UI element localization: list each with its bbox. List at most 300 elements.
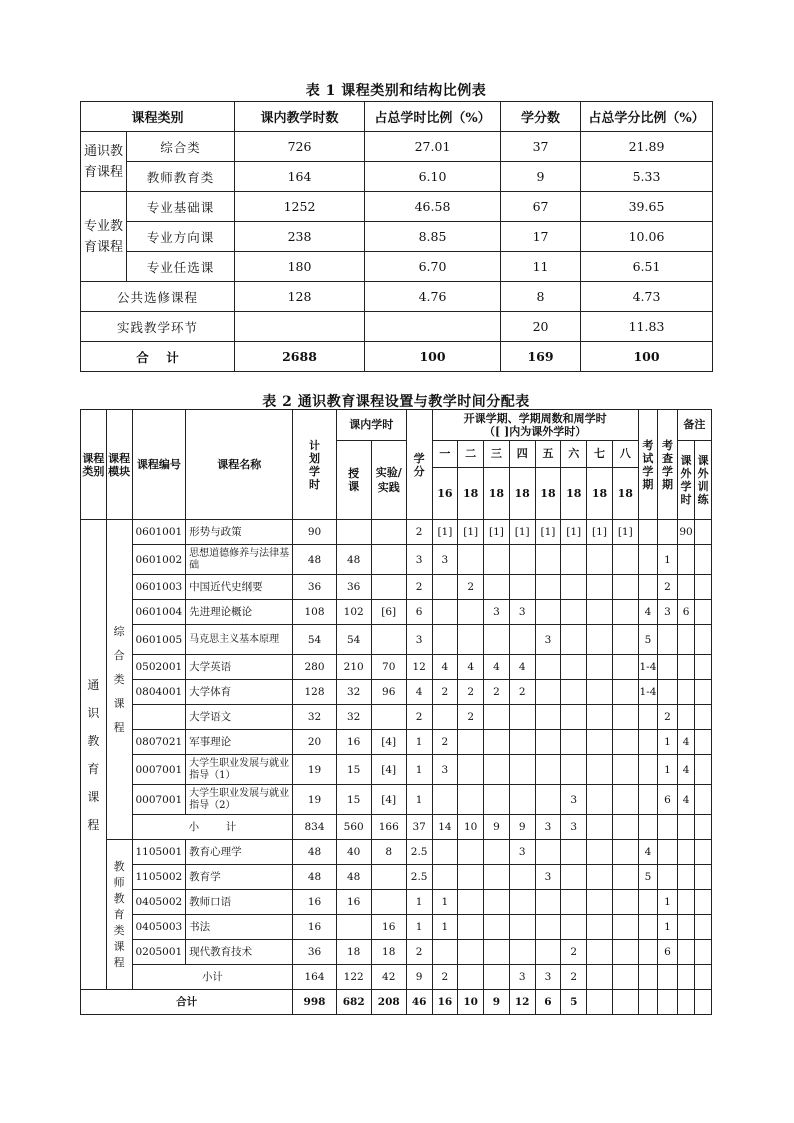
cell-code: 0601005 (132, 625, 186, 655)
cell-semester: 3 (535, 865, 561, 890)
cell-code: 1105001 (132, 840, 186, 865)
cell-semester (509, 785, 535, 815)
cell-planned: 16 (293, 915, 336, 940)
cell-extra-training (695, 655, 712, 680)
cell-credit: 2 (406, 705, 432, 730)
header-weeks: 18 (612, 468, 638, 520)
cell-semester: 2 (458, 575, 484, 600)
cell-semester (484, 840, 510, 865)
cell-semester (509, 915, 535, 940)
cell-semester (612, 705, 638, 730)
cell-semester (535, 655, 561, 680)
header-code: 课程编号 (132, 410, 186, 520)
cell-credits: 9 (501, 162, 581, 192)
row-label: 综合类 (127, 132, 235, 162)
cell-semester (612, 940, 638, 965)
cell-extra-hours (677, 965, 695, 990)
table-row (81, 282, 713, 312)
cell-semester (612, 965, 638, 990)
header-weeks: 18 (561, 468, 587, 520)
cell-extra-training (695, 545, 712, 575)
header-name: 课程名称 (186, 410, 293, 520)
cell-extra-training (695, 520, 712, 545)
cell-semester (561, 705, 587, 730)
cell-semester: 3 (432, 545, 458, 575)
header-weeks: 16 (432, 468, 458, 520)
cell-semester (458, 940, 484, 965)
cell-extra-hours: 90 (677, 520, 695, 545)
cell-lab (371, 520, 406, 545)
header-semester: 三 (484, 441, 510, 468)
cell-lecture: 15 (336, 785, 371, 815)
cell-course-name: 大学生职业发展与就业指导（2） (186, 785, 293, 815)
cell-semester: 2 (561, 965, 587, 990)
cell-extra-training (695, 865, 712, 890)
cell-semester (535, 890, 561, 915)
cell-semester: 2 (509, 680, 535, 705)
cell-hours: 180 (235, 252, 365, 282)
cell-semester: 16 (432, 990, 458, 1015)
cell-extra-hours (677, 705, 695, 730)
table1-header-row (81, 102, 713, 132)
cell-semester: [1] (535, 520, 561, 545)
cell-semester (432, 840, 458, 865)
row-label: 专业任选课 (127, 252, 235, 282)
cell-semester: 5 (561, 990, 587, 1015)
cell-semester: [1] (432, 520, 458, 545)
cell-semester (484, 785, 510, 815)
cell-credit: 4 (406, 680, 432, 705)
table-row (81, 915, 712, 940)
cell-semester (458, 890, 484, 915)
semester-title: 开课学期、学期周数和周学时 (463, 412, 607, 425)
cell-credit: 1 (406, 890, 432, 915)
cell-planned: 998 (293, 990, 336, 1015)
cell-extra-hours (677, 655, 695, 680)
cell-check: 1 (658, 730, 678, 755)
table-row (81, 132, 713, 162)
cell-exam (638, 990, 658, 1015)
row-label: 实践教学环节 (81, 312, 235, 342)
cell-hours (235, 312, 365, 342)
cell-credits: 67 (501, 192, 581, 222)
cell-semester: 4 (484, 655, 510, 680)
cell-check (658, 680, 678, 705)
table-row (81, 755, 712, 785)
table-row (81, 840, 712, 865)
cell-credits: 17 (501, 222, 581, 252)
cell-extra-hours (677, 815, 695, 840)
cell-planned: 48 (293, 865, 336, 890)
cell-exam: 5 (638, 625, 658, 655)
cell-course-name: 大学体育 (186, 680, 293, 705)
cell-semester (535, 545, 561, 575)
cell-extra-training (695, 890, 712, 915)
cell-credits-pct: 6.51 (581, 252, 713, 282)
cell-code: 0807021 (132, 730, 186, 755)
cell-semester: 14 (432, 815, 458, 840)
cell-semester (612, 865, 638, 890)
table-row (81, 252, 713, 282)
cell-semester (612, 680, 638, 705)
cell-lecture: 54 (336, 625, 371, 655)
cell-check (658, 865, 678, 890)
cell-semester (587, 990, 613, 1015)
cell-code: 0007001 (132, 755, 186, 785)
cell-exam: 1-4 (638, 680, 658, 705)
cell-semester (561, 600, 587, 625)
cell-check: 6 (658, 785, 678, 815)
total-row (81, 342, 713, 372)
cell-check (658, 990, 678, 1015)
cell-semester (509, 545, 535, 575)
cell-semester (535, 575, 561, 600)
cell-extra-training (695, 785, 712, 815)
header-weeks: 18 (535, 468, 561, 520)
cell-planned: 164 (293, 965, 336, 990)
cell-planned: 36 (293, 940, 336, 965)
cell-lab: [4] (371, 730, 406, 755)
cell-semester (484, 965, 510, 990)
header-weeks: 18 (509, 468, 535, 520)
cell-exam (638, 730, 658, 755)
cell-check (658, 625, 678, 655)
header-lab: 实验/实践 (371, 441, 406, 520)
cell-extra-training (695, 990, 712, 1015)
cell-lab: [6] (371, 600, 406, 625)
cell-code: 0601001 (132, 520, 186, 545)
table-row (81, 545, 712, 575)
cell-semester (458, 915, 484, 940)
cell-course-name: 大学生职业发展与就业指导（1） (186, 755, 293, 785)
cell-semester (535, 600, 561, 625)
cell-lecture: 16 (336, 730, 371, 755)
header-hours: 课内教学时数 (235, 102, 365, 132)
cell-planned: 48 (293, 545, 336, 575)
cell-semester (484, 755, 510, 785)
cell-extra-training (695, 680, 712, 705)
cell-extra-training (695, 600, 712, 625)
cell-semester: 3 (535, 625, 561, 655)
cell-credit: 1 (406, 915, 432, 940)
table-row (81, 625, 712, 655)
subtotal-row (81, 815, 712, 840)
cell-semester (484, 915, 510, 940)
cell-exam: 5 (638, 865, 658, 890)
cell-exam (638, 915, 658, 940)
cell-semester (612, 545, 638, 575)
cell-hours-pct: 8.85 (365, 222, 501, 252)
table-row (81, 730, 712, 755)
cell-lab: [4] (371, 755, 406, 785)
cell-exam: 1-4 (638, 655, 658, 680)
cell-lecture: 16 (336, 890, 371, 915)
cell-hours-pct: 6.70 (365, 252, 501, 282)
cell-lab (371, 705, 406, 730)
cell-credit: 2 (406, 575, 432, 600)
cell-extra-training (695, 730, 712, 755)
cell-lab (371, 545, 406, 575)
cell-semester (509, 755, 535, 785)
table2-title: 表 2 通识教育课程设置与教学时间分配表 (262, 394, 530, 410)
cell-extra-training (695, 840, 712, 865)
cell-course-name: 教师口语 (186, 890, 293, 915)
cell-semester: 3 (561, 815, 587, 840)
cell-semester: [1] (612, 520, 638, 545)
cell-semester (535, 915, 561, 940)
header-credits: 学分数 (501, 102, 581, 132)
cell-extra-hours (677, 625, 695, 655)
cell-code: 0405003 (132, 915, 186, 940)
cell-semester (458, 625, 484, 655)
row-label: 教师教育类 (127, 162, 235, 192)
cell-extra-training (695, 625, 712, 655)
total-row (81, 990, 712, 1015)
cell-semester (612, 915, 638, 940)
cell-exam (638, 940, 658, 965)
cell-course-name: 教育心理学 (186, 840, 293, 865)
cell-semester (458, 730, 484, 755)
cell-semester: 9 (509, 815, 535, 840)
cell-semester (561, 915, 587, 940)
cell-semester (561, 625, 587, 655)
cell-semester (535, 940, 561, 965)
category-general-education: 通识教育课程 (81, 520, 107, 990)
cell-course-name: 形势与政策 (186, 520, 293, 545)
cell-semester: [1] (509, 520, 535, 545)
header-semesters (432, 410, 638, 441)
cell-course-name: 先进理论概论 (186, 600, 293, 625)
cell-planned: 90 (293, 520, 336, 545)
cell-semester (587, 705, 613, 730)
cell-credits: 37 (501, 132, 581, 162)
cell-planned: 36 (293, 575, 336, 600)
table-row (81, 655, 712, 680)
table-row (81, 940, 712, 965)
cell-semester (509, 890, 535, 915)
cell-semester (458, 840, 484, 865)
cell-hours-pct: 27.01 (365, 132, 501, 162)
cell-semester: 2 (484, 680, 510, 705)
cell-planned: 16 (293, 890, 336, 915)
cell-semester: 3 (484, 600, 510, 625)
cell-semester (458, 755, 484, 785)
cell-exam (638, 965, 658, 990)
cell-planned: 128 (293, 680, 336, 705)
cell-semester: 1 (432, 915, 458, 940)
cell-extra-hours (677, 840, 695, 865)
cell-lab: [4] (371, 785, 406, 815)
cell-semester: 3 (432, 755, 458, 785)
header-planned: 计划学时 (293, 410, 336, 520)
cell-semester: 9 (484, 990, 510, 1015)
cell-extra-training (695, 915, 712, 940)
cell-code: 0601003 (132, 575, 186, 600)
cell-extra-hours (677, 575, 695, 600)
cell-credit: 2.5 (406, 865, 432, 890)
header-lecture: 授课 (336, 441, 371, 520)
cell-semester (561, 545, 587, 575)
cell-check: 3 (658, 600, 678, 625)
cell-planned: 19 (293, 785, 336, 815)
cell-extra-hours (677, 990, 695, 1015)
header-category: 课程类别 (81, 410, 107, 520)
cell-lecture: 32 (336, 705, 371, 730)
cell-exam (638, 545, 658, 575)
cell-semester (561, 730, 587, 755)
cell-code: 0007001 (132, 785, 186, 815)
subtotal-label: 小计 (132, 965, 293, 990)
cell-credit: 37 (406, 815, 432, 840)
cell-semester (587, 625, 613, 655)
table-row (81, 890, 712, 915)
cell-lecture: 48 (336, 865, 371, 890)
cell-semester (509, 940, 535, 965)
cell-planned: 20 (293, 730, 336, 755)
cell-semester (561, 755, 587, 785)
module-general: 综合类课程 (106, 520, 132, 840)
cell-semester (535, 755, 561, 785)
cell-semester (432, 575, 458, 600)
cell-credits-pct: 21.89 (581, 132, 713, 162)
cell-semester: [1] (484, 520, 510, 545)
cell-semester (587, 915, 613, 940)
cell-semester: 10 (458, 815, 484, 840)
cell-semester (612, 815, 638, 840)
cell-credits: 169 (501, 342, 581, 372)
cell-check: 6 (658, 940, 678, 965)
cell-semester (458, 600, 484, 625)
cell-exam (638, 815, 658, 840)
cell-course-name: 军事理论 (186, 730, 293, 755)
cell-semester (587, 940, 613, 965)
cell-planned: 54 (293, 625, 336, 655)
table-row (81, 520, 712, 545)
cell-semester (587, 545, 613, 575)
table-row (81, 785, 712, 815)
cell-course-name: 书法 (186, 915, 293, 940)
cell-semester (587, 890, 613, 915)
cell-semester (612, 655, 638, 680)
cell-credits: 8 (501, 282, 581, 312)
cell-semester (509, 705, 535, 730)
cell-lab: 18 (371, 940, 406, 965)
cell-semester: 3 (561, 785, 587, 815)
cell-code (132, 705, 186, 730)
cell-semester (612, 840, 638, 865)
cell-hours-pct: 4.76 (365, 282, 501, 312)
cell-semester (561, 655, 587, 680)
cell-credit: 3 (406, 625, 432, 655)
cell-check (658, 655, 678, 680)
cell-lecture: 122 (336, 965, 371, 990)
cell-hours-pct: 46.58 (365, 192, 501, 222)
cell-planned: 32 (293, 705, 336, 730)
cell-credits-pct: 100 (581, 342, 713, 372)
cell-check (658, 815, 678, 840)
cell-extra-hours (677, 680, 695, 705)
header-extra-training: 课外训练 (695, 441, 712, 520)
cell-semester: 3 (509, 600, 535, 625)
cell-credits: 20 (501, 312, 581, 342)
cell-extra-hours (677, 865, 695, 890)
cell-semester (612, 890, 638, 915)
cell-course-name: 现代教育技术 (186, 940, 293, 965)
cell-check: 1 (658, 915, 678, 940)
cell-hours: 2688 (235, 342, 365, 372)
header-notes: 备注 (677, 410, 711, 441)
header-weeks: 18 (458, 468, 484, 520)
cell-semester: 9 (484, 815, 510, 840)
cell-semester (432, 600, 458, 625)
cell-semester: 3 (535, 965, 561, 990)
cell-credits-pct: 11.83 (581, 312, 713, 342)
cell-semester: [1] (561, 520, 587, 545)
table-row (81, 705, 712, 730)
cell-semester (432, 785, 458, 815)
cell-extra-hours (677, 545, 695, 575)
cell-credit: 1 (406, 730, 432, 755)
cell-semester: 2 (432, 680, 458, 705)
cell-semester: 2 (432, 965, 458, 990)
cell-code: 0601002 (132, 545, 186, 575)
cell-semester (484, 625, 510, 655)
cell-semester (587, 865, 613, 890)
cell-credit: 1 (406, 785, 432, 815)
cell-lab: 16 (371, 915, 406, 940)
cell-semester (587, 840, 613, 865)
cell-planned: 48 (293, 840, 336, 865)
cell-code: 0405002 (132, 890, 186, 915)
cell-semester (587, 600, 613, 625)
cell-semester: [1] (587, 520, 613, 545)
cell-semester: [1] (458, 520, 484, 545)
cell-credit: 12 (406, 655, 432, 680)
cell-exam (638, 755, 658, 785)
cell-extra-hours (677, 915, 695, 940)
cell-extra-hours (677, 890, 695, 915)
cell-lab: 166 (371, 815, 406, 840)
cell-semester (587, 575, 613, 600)
cell-lecture: 682 (336, 990, 371, 1015)
table-row (81, 222, 713, 252)
header-module: 课程模块 (106, 410, 132, 520)
cell-exam (638, 575, 658, 600)
cell-check: 1 (658, 755, 678, 785)
table-row (81, 865, 712, 890)
cell-semester (587, 730, 613, 755)
cell-semester (587, 755, 613, 785)
cell-semester (587, 965, 613, 990)
cell-credit: 46 (406, 990, 432, 1015)
cell-semester: 2 (561, 940, 587, 965)
cell-code: 1105002 (132, 865, 186, 890)
cell-lecture: 36 (336, 575, 371, 600)
cell-semester (587, 815, 613, 840)
cell-lab: 42 (371, 965, 406, 990)
cell-extra-training (695, 965, 712, 990)
row-label: 专业方向课 (127, 222, 235, 252)
cell-semester (509, 575, 535, 600)
cell-hours: 164 (235, 162, 365, 192)
cell-semester (561, 840, 587, 865)
cell-semester (484, 575, 510, 600)
cell-credits-pct: 4.73 (581, 282, 713, 312)
cell-lab (371, 890, 406, 915)
header-semester: 五 (535, 441, 561, 468)
table1-title: 表 1 课程类别和结构比例表 (305, 83, 487, 99)
cell-extra-training (695, 755, 712, 785)
